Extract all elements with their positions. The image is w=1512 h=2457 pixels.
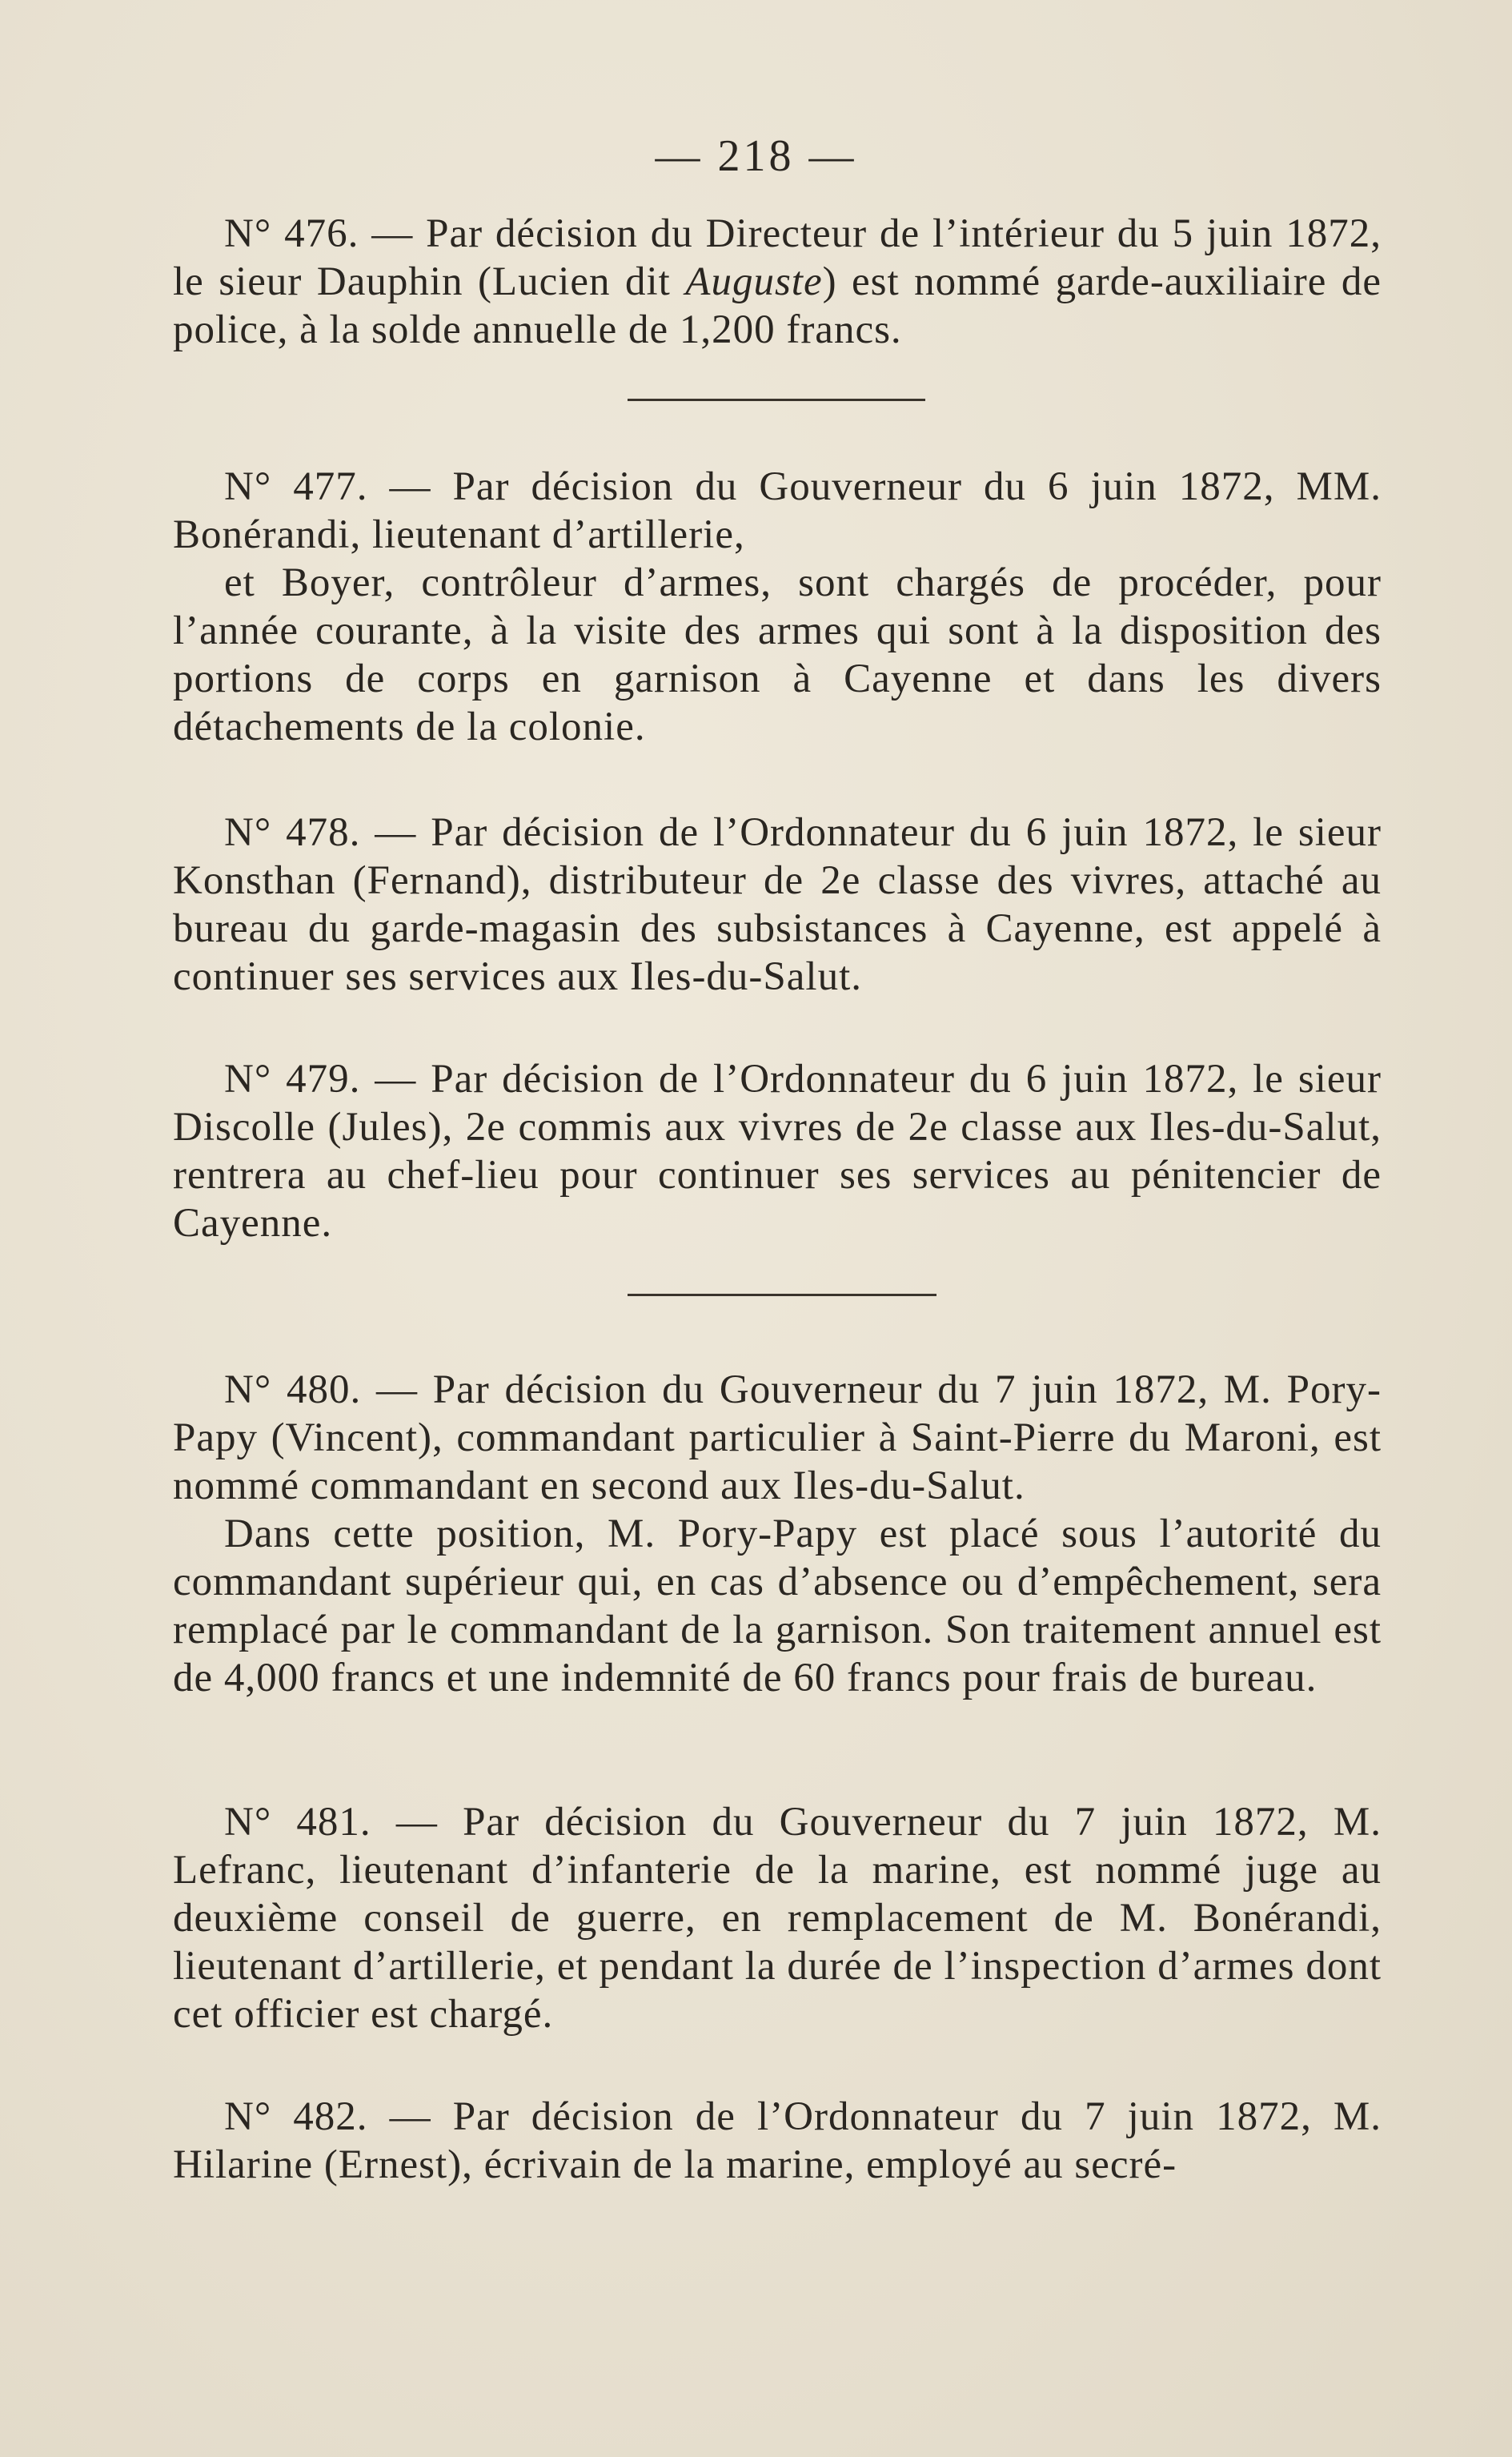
entry-477-paragraph-1: N° 477. — Par décision du Gouverneur du 6 juin 1872, MM. Bonérandi, lieutenant d’artillerie, [173,464,1382,557]
entry-476-text-start: N° 476. — Par décision du Directeur de l’intérieur du 5 juin 1872, le sieur Dauphin (Lucien dit [173,211,1382,304]
entry-476-paragraph [173,210,1382,354]
entry-476-italic-name: Auguste [685,259,823,304]
section-divider [628,1294,936,1296]
decision-entry-481 [173,1798,1382,2038]
decision-entry-478 [173,809,1382,1001]
decision-entry-476 [173,210,1382,354]
page-number: — 218 — [655,131,857,181]
entry-480-paragraph-1: N° 480. — Par décision du Gouverneur du 7 juin 1872, M. Pory-Papy (Vincent), commandant particulier à Saint-Pierre du Maroni, est nommé commandant en second aux Iles-du-Salut. [173,1367,1382,1508]
entry-479-paragraph: N° 479. — Par décision de l’Ordonnateur du 6 juin 1872, le sieur Discolle (Jules), 2e commis aux vivres de 2e classe aux Iles-du-Salut, rentrera au chef-lieu pour continuer ses services au pénitencier de Cayenne. [173,1057,1382,1246]
entry-481-paragraph: N° 481. — Par décision du Gouverneur du 7 juin 1872, M. Lefranc, lieutenant d’infanterie de la marine, est nommé juge au deuxième conseil de guerre, en remplacement de M. Bonérandi, lieutenant d’artillerie, et pendant la durée de l’inspection d’armes dont cet officier est chargé. [173,1800,1382,2037]
decision-entry-479 [173,1055,1382,1247]
entry-480-paragraph-2: Dans cette position, M. Pory-Papy est placé sous l’autorité du commandant supérieur qui, en cas d’absence ou d’empêchement, sera remplacé par le commandant de la garnison. Son traitement annuel est de 4,000 francs et une indemnité de 60 francs pour frais de bureau. [173,1512,1382,1700]
decision-entry-480 [173,1366,1382,1702]
entry-478-paragraph: N° 478. — Par décision de l’Ordonnateur du 6 juin 1872, le sieur Konsthan (Fernand), distributeur de 2e classe des vivres, attaché au bureau du garde-magasin des subsistances à Cayenne, est appelé à continuer ses services aux Iles-du-Salut. [173,810,1382,999]
section-divider [628,399,925,401]
entry-482-paragraph: N° 482. — Par décision de l’Ordonnateur du 7 juin 1872, M. Hilarine (Ernest), écrivain de la marine, employé au secré- [173,2094,1382,2187]
entry-476-text-end: ) est nommé garde-auxiliaire de police, à la solde annuelle de 1,200 francs. [173,259,1382,352]
decision-entry-482 [173,2093,1382,2189]
entry-477-paragraph-2: et Boyer, contrôleur d’armes, sont chargés de procéder, pour l’année courante, à la visite des armes qui sont à la disposition des portions de corps en garnison à Cayenne et dans les divers détachements de la colonie. [173,560,1382,749]
decision-entry-477 [173,463,1382,751]
